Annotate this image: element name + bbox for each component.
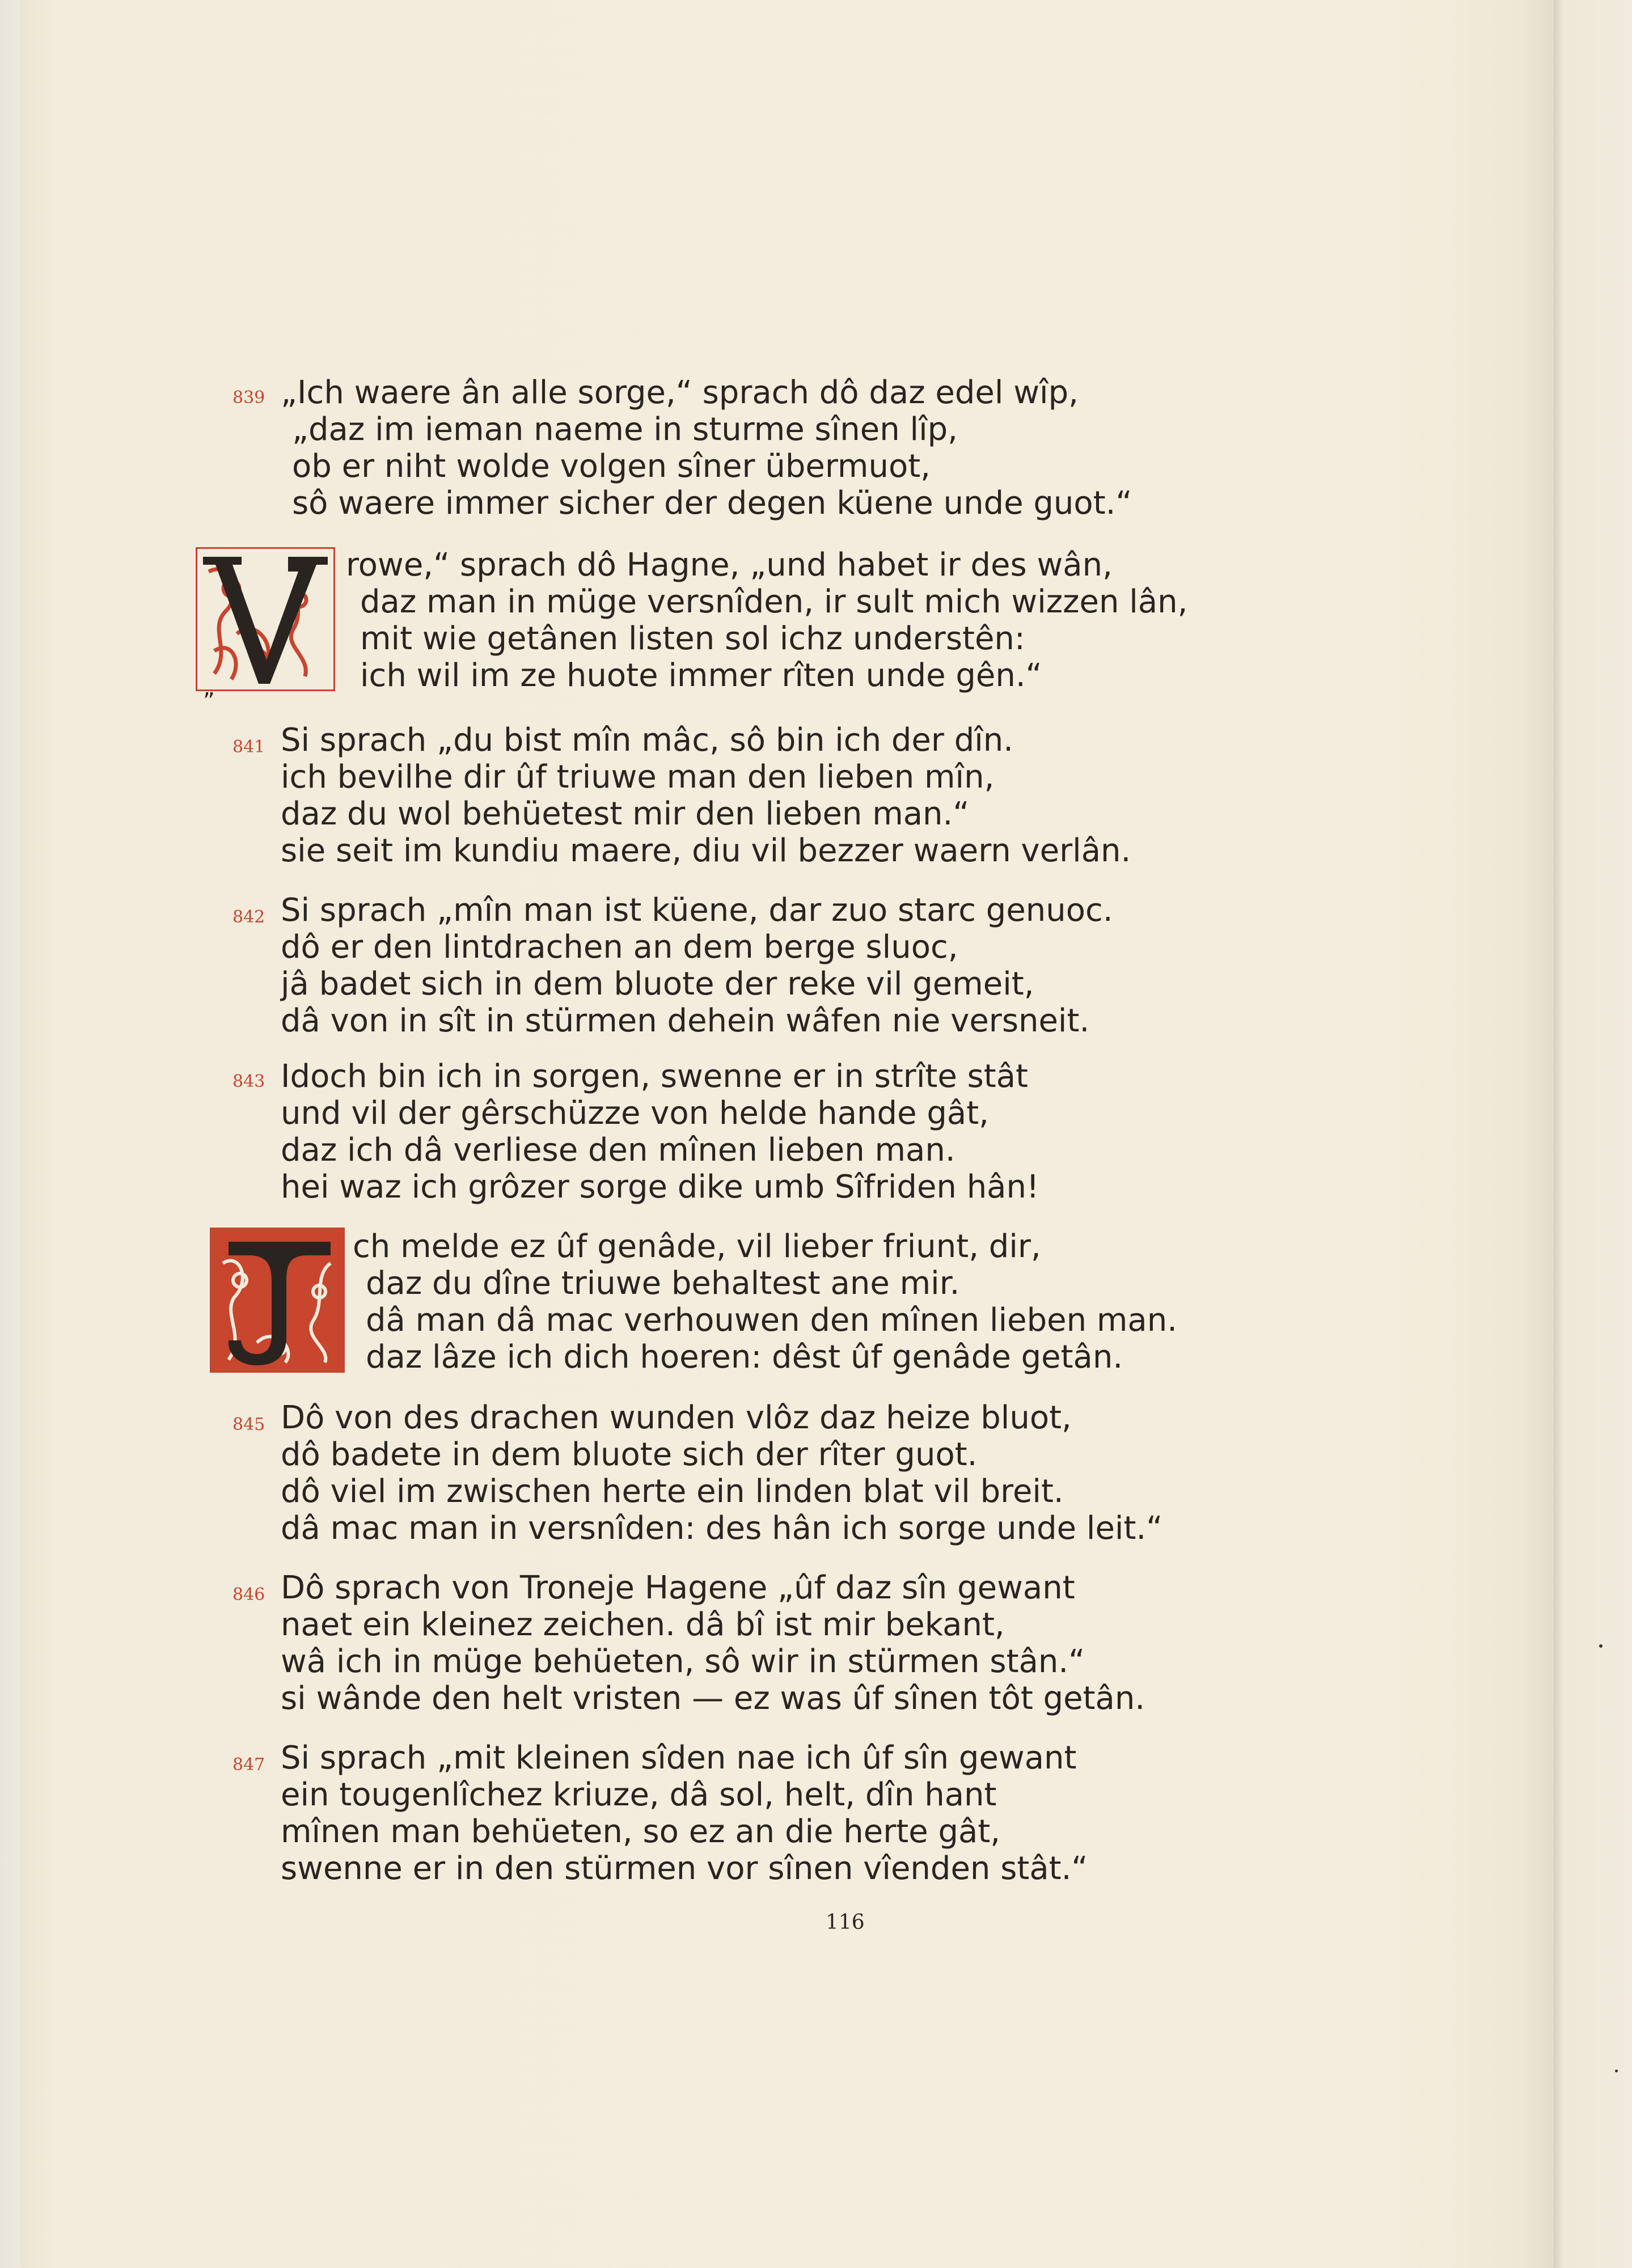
verse-line: Si sprach „mit kleinen sîden nae ich ûf sîn gewant bbox=[281, 1740, 1077, 1776]
verse-line: dâ man dâ mac verhouwen den mînen lieben man. bbox=[366, 1302, 1178, 1339]
verse-line: swenne er in den stürmen vor sînen vîenden stât.“ bbox=[281, 1850, 1088, 1887]
stanza-number: 847 bbox=[232, 1755, 265, 1775]
verse-line: daz lâze ich dich hoeren: dêst ûf genâde getân. bbox=[366, 1339, 1123, 1376]
initial-i-ornament-icon bbox=[212, 1229, 343, 1371]
verse-line: Si sprach „du bist mîn mâc, sô bin ich der dîn. bbox=[281, 722, 1014, 759]
verse-line: dâ mac man in versnîden: des hân ich sorge unde leit.“ bbox=[281, 1510, 1163, 1547]
verse-line: daz man in müge versnîden, ir sult mich wizzen lân, bbox=[360, 583, 1188, 620]
verse-line: hei waz ich grôzer sorge dike umb Sîfriden hân! bbox=[281, 1169, 1039, 1205]
verse-line: „daz im ieman naeme in sturme sînen lîp, bbox=[292, 411, 958, 448]
verse-line: ob er niht wolde volgen sîner übermuot, bbox=[292, 448, 931, 485]
verse-line: dô badete in dem bluote sich der rîter guot. bbox=[281, 1436, 978, 1473]
stanza-number: 845 bbox=[232, 1415, 265, 1435]
initial-v-ornament-icon bbox=[197, 549, 333, 689]
verse-line: Si sprach „mîn man ist küene, dar zuo starc genuoc. bbox=[281, 892, 1113, 929]
stanza-number: 839 bbox=[232, 388, 265, 408]
verse-line: sô waere immer sicher der degen küene unde guot.“ bbox=[292, 485, 1132, 522]
verse-line: daz du dîne triuwe behaltest ane mir. bbox=[366, 1265, 960, 1302]
verse-line: dô er den lintdrachen an dem berge sluoc, bbox=[281, 929, 958, 966]
verse-line: Dô sprach von Troneje Hagene „ûf daz sîn gewant bbox=[281, 1569, 1075, 1606]
verse-line: ich wil im ze huote immer rîten unde gên.“ bbox=[360, 657, 1042, 694]
illuminated-initial-v bbox=[196, 547, 335, 691]
illuminated-initial-i bbox=[210, 1228, 345, 1373]
stanza-number: 846 bbox=[232, 1585, 265, 1605]
verse-line: Idoch bin ich in sorgen, swenne er in strîte stât bbox=[281, 1058, 1028, 1095]
verse-line: mînen man behüeten, so ez an die herte gât, bbox=[281, 1813, 1001, 1850]
stanza-number: 843 bbox=[232, 1072, 265, 1091]
verse-line: daz du wol behüetest mir den lieben man.“ bbox=[281, 796, 970, 832]
verse-line: si wânde den helt vristen — ez was ûf sînen tôt getân. bbox=[281, 1680, 1145, 1717]
book-page bbox=[23, 0, 1554, 2268]
verse-line: daz ich dâ verliese den mînen lieben man. bbox=[281, 1132, 955, 1169]
verse-line: mit wie getânen listen sol ichz understên: bbox=[360, 620, 1025, 657]
verse-line: ein tougenlîchez kriuze, dâ sol, helt, dîn hant bbox=[281, 1776, 997, 1813]
ink-speck bbox=[1615, 2070, 1618, 2072]
stray-quote-mark: „ bbox=[203, 675, 215, 701]
verse-line: jâ badet sich in dem bluote der reke vil gemeit, bbox=[281, 966, 1034, 1002]
verse-line: ch melde ez ûf genâde, vil lieber friunt, dir, bbox=[353, 1228, 1041, 1265]
verse-line: ich bevilhe dir ûf triuwe man den lieben mîn, bbox=[281, 759, 995, 796]
verse-line: und vil der gêrschüzze von helde hande gât, bbox=[281, 1095, 989, 1132]
verse-line: dô viel im zwischen herte ein linden blat vil breit. bbox=[281, 1473, 1064, 1510]
verse-line: naet ein kleinez zeichen. dâ bî ist mir bekant, bbox=[281, 1606, 1005, 1643]
verse-line: „Ich waere ân alle sorge,“ sprach dô daz edel wîp, bbox=[281, 374, 1079, 411]
facing-page-edge bbox=[1554, 0, 1632, 2268]
verse-line: rowe,“ sprach dô Hagne, „und habet ir des wân, bbox=[346, 547, 1113, 583]
stanza-number: 842 bbox=[232, 907, 265, 927]
page-number: 116 bbox=[826, 1911, 865, 1934]
verse-line: dâ von in sît in stürmen dehein wâfen nie versneit. bbox=[281, 1002, 1090, 1039]
stanza-number: 841 bbox=[232, 737, 265, 757]
verse-line: sie seit im kundiu maere, diu vil bezzer waern verlân. bbox=[281, 832, 1131, 869]
verse-line: wâ ich in müge behüeten, sô wir in stürmen stân.“ bbox=[281, 1643, 1085, 1680]
verse-line: Dô von des drachen wunden vlôz daz heize bluot, bbox=[281, 1399, 1072, 1436]
ink-speck bbox=[1599, 1644, 1603, 1648]
